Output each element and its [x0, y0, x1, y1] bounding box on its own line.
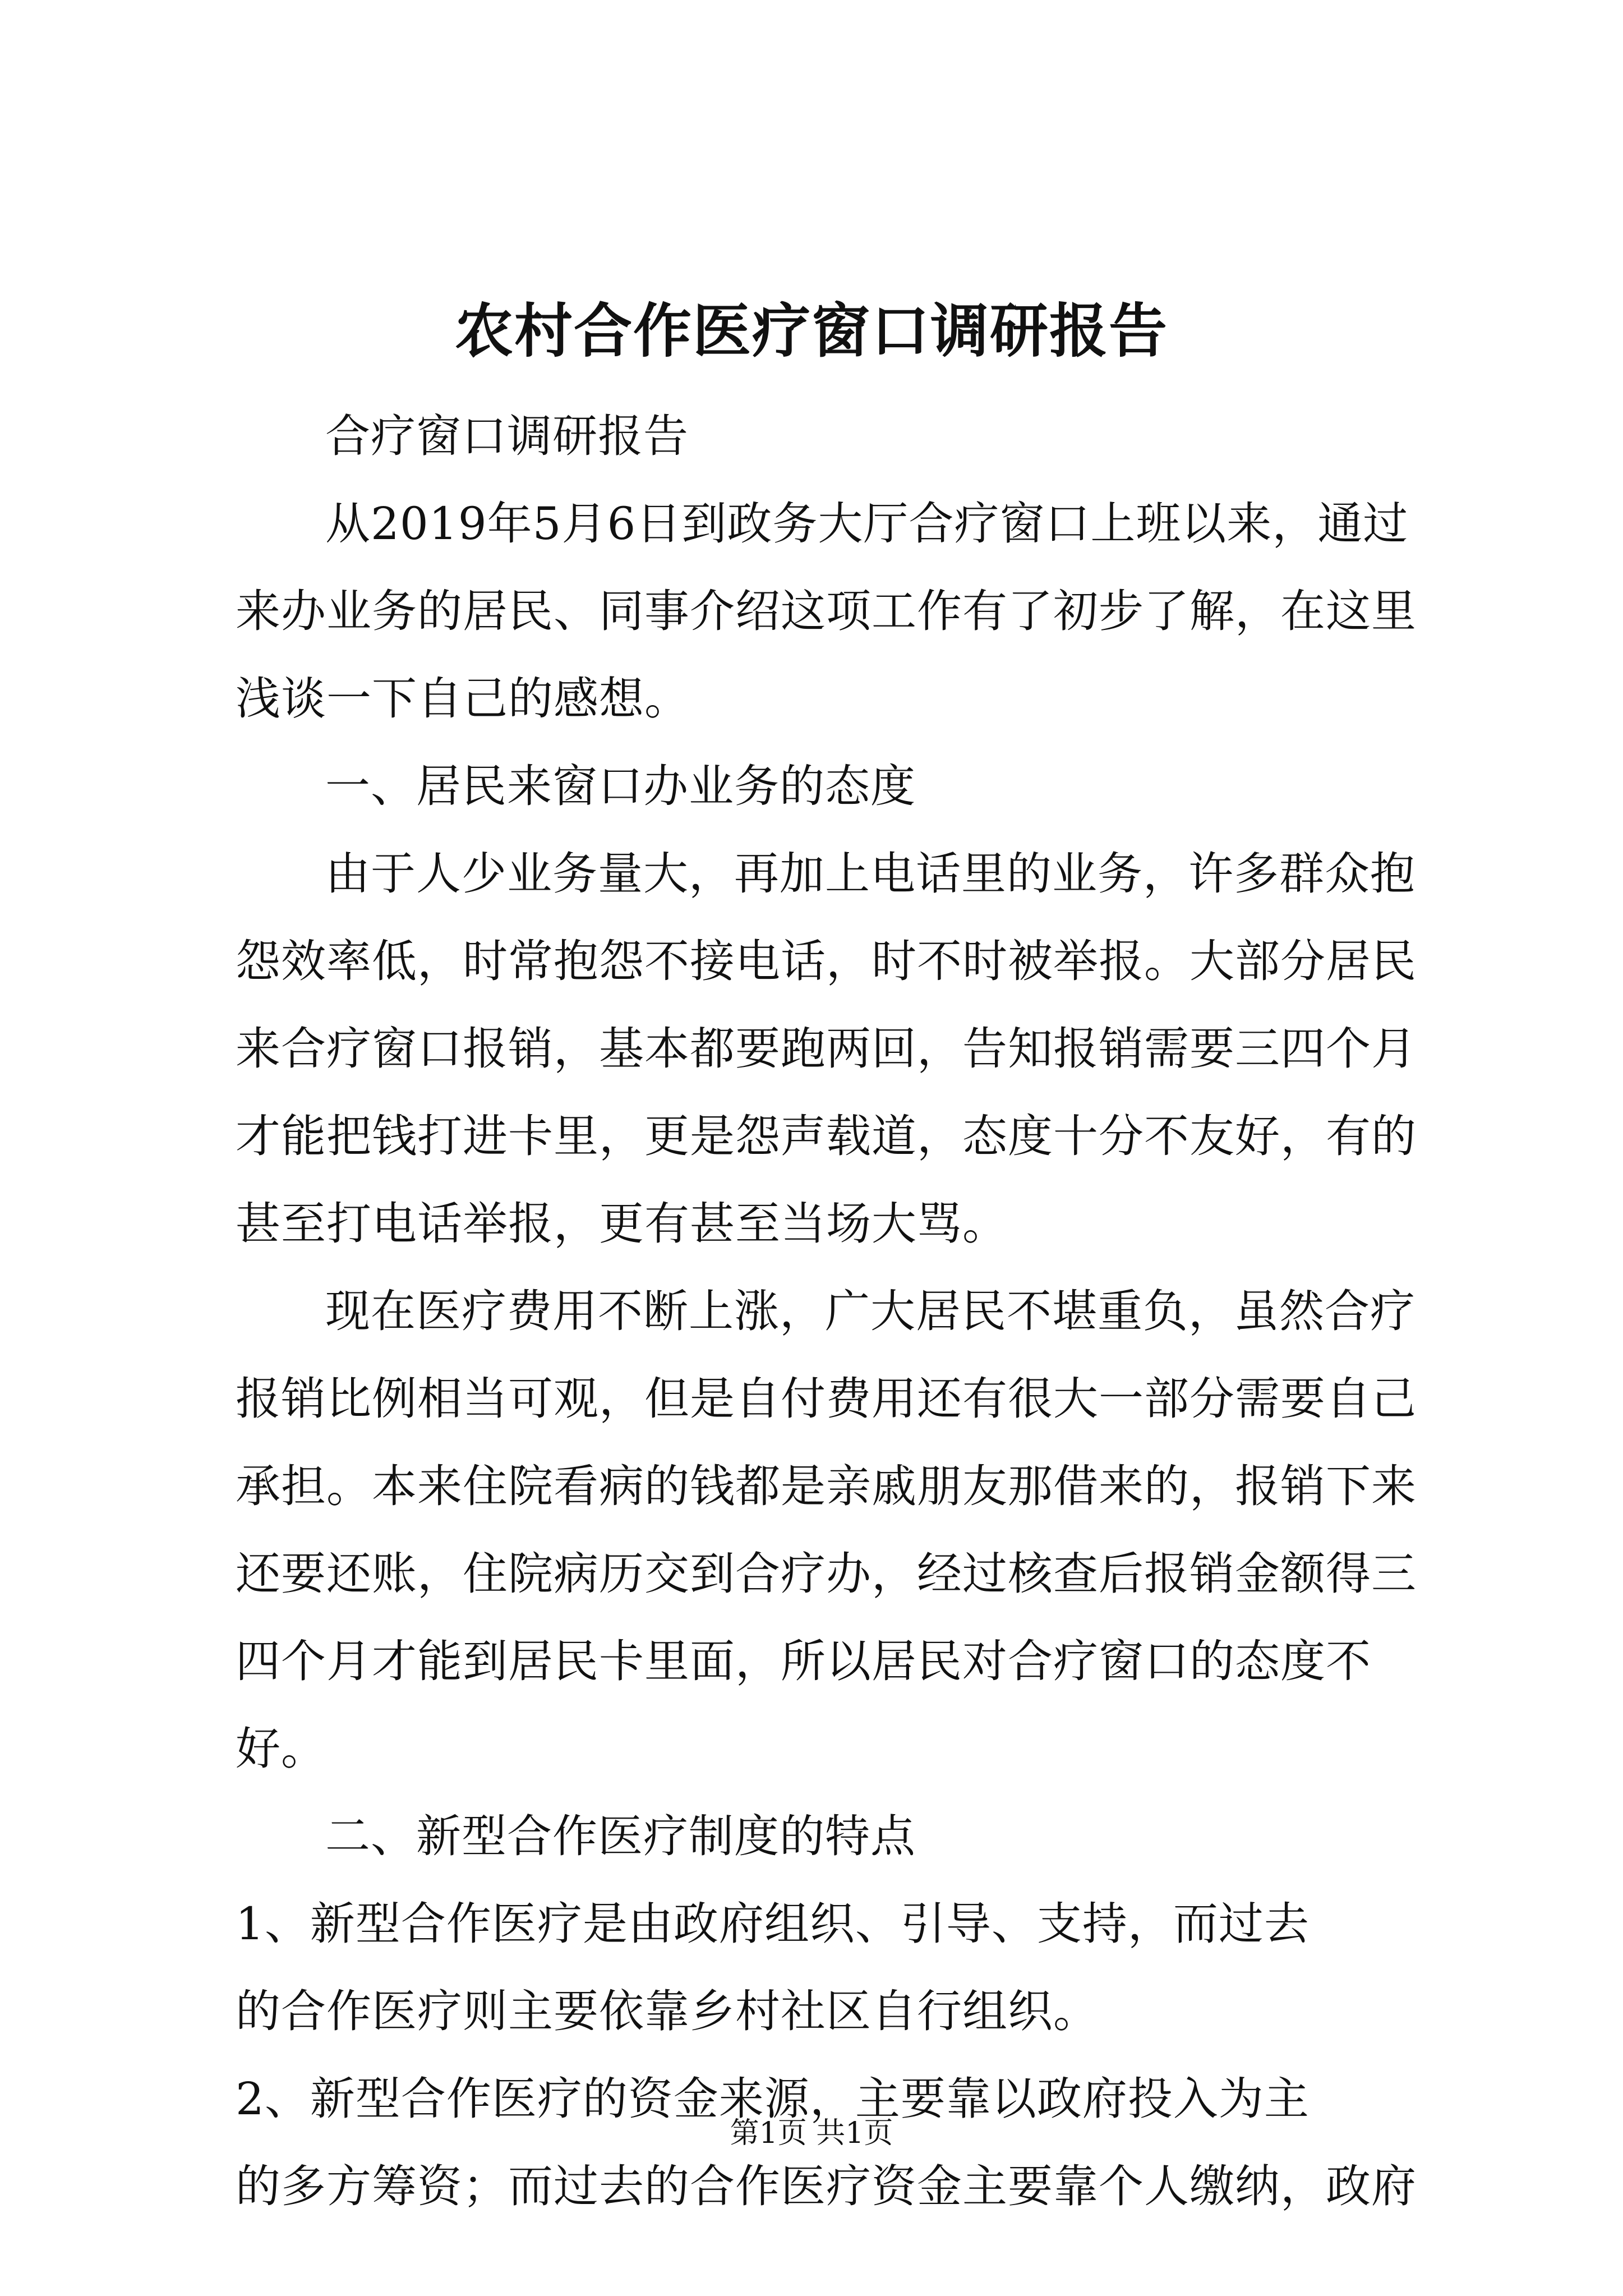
- list-item-1-line-1: 1、新型合作医疗是由政府组织、引导、支持，而过去: [236, 1898, 1310, 1950]
- section-1-paragraph-1: 由于人少业务量大，再加上电话里的业务，许多群众抱怨效率低，时常抱怨不接电话，时不时被举报。大部分居民来合疗窗口报销，基本都要跑两回，告知报销需要三四个月才能把钱打进卡里，更是怨声载道，态度十分不友好，有的甚至打电话举报，更有甚至当场大骂。: [236, 848, 1417, 1250]
- document-subtitle: 合疗窗口调研报告: [325, 410, 689, 462]
- section-1-paragraph-2: 现在医疗费用不断上涨，广大居民不堪重负，虽然合疗报销比例相当可观，但是自付费用还有很大一部分需要自己承担。本来住院看病的钱都是亲戚朋友那借来的，报销下来还要还账，住院病历交到合疗办，经过核查后报销金额得三四个月才能到居民卡里面，所以居民对合疗窗口的态度不好。: [236, 1285, 1417, 1775]
- page-number-footer: 第1页 共1页: [730, 2116, 893, 2150]
- document-title: 农村合作医疗窗口调研报告: [454, 296, 1168, 365]
- list-item-1-line-2: 的合作医疗则主要依靠乡村社区自行组织。: [236, 1985, 1099, 2037]
- document-body: [236, 393, 1424, 2230]
- list-item-2-line-1: 2、新型合作医疗的资金来源，主要靠以政府投入为主: [236, 2073, 1310, 2125]
- section-2-heading: 二、新型合作医疗制度的特点: [325, 1810, 916, 1862]
- section-1-heading: 一、居民来窗口办业务的态度: [325, 760, 916, 812]
- intro-paragraph: 从2019年5月6日到政务大厅合疗窗口上班以来，通过来办业务的居民、同事介绍这项工作有了初步了解，在这里浅谈一下自己的感想。: [236, 498, 1417, 725]
- list-item-2-line-2: 的多方筹资；而过去的合作医疗资金主要靠个人缴纳，政府: [236, 2160, 1417, 2212]
